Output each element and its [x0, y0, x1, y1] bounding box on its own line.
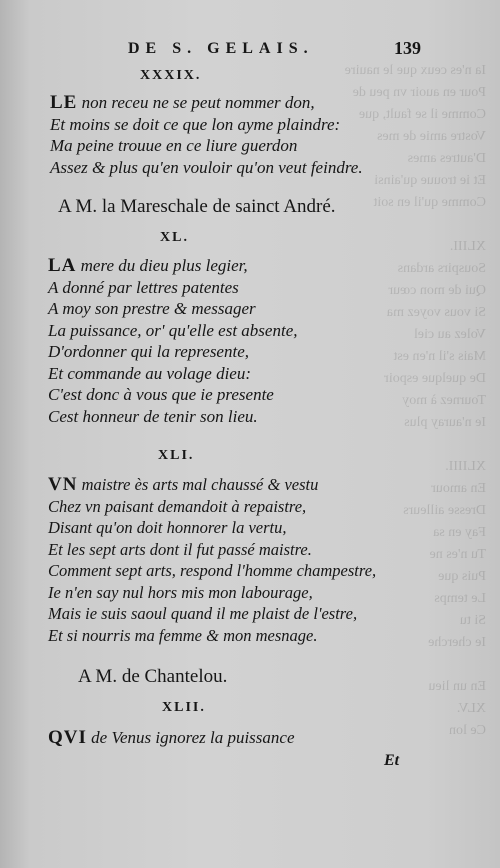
- verse-line: Comment sept arts, respond l'homme champestre,: [48, 561, 377, 580]
- verse-line: QVI de Venus ignorez la puissance: [48, 727, 295, 748]
- verse-line: Disant qu'on doit honnorer la vertu,: [48, 518, 287, 537]
- verse-line: A moy son prestre & messager: [48, 299, 256, 318]
- verse-line: LE non receu ne se peut nommer don,: [50, 92, 315, 113]
- verse-line: Et si nourris ma femme & mon mesnage.: [48, 625, 318, 645]
- show-through-text: Ia n'es ceux que le nauire Pour en auoir vn peu de Comme il se fault, que Vostre amie de mes D'autres ames Et ie trouue qu'ainsi Comme qu'il en soit XLIII. Souspirs ardans Qui de mon cœur Si vous voyez ma Volez au ciel Mais s'il n'en est De quelque espoir Tournez à moy Ie n'auray plus XLIIII. En amour Dresse ailleurs Fay en sa Tu n'es ne Puis que Le temps Si tu Ie cherche En un lieu XLV. Ce lon: [344, 63, 486, 738]
- epigram-verse: [48, 255, 298, 427]
- epigram-verse: [50, 92, 363, 178]
- verse-line: Cest honneur de tenir son lieu.: [48, 406, 258, 426]
- verse-line: Et moins se doit ce que lon ayme plaindre:: [50, 114, 341, 134]
- verse-line: Ie n'en say nul hors mis mon labourage,: [48, 582, 313, 602]
- verse-line: Mais ie suis saoul quand il me plaist de l'estre,: [48, 604, 358, 623]
- epigram-number: XLII.: [162, 700, 206, 715]
- dedication-heading: A M. la Mareschale de sainct André.: [58, 196, 336, 217]
- verse-line: Et commande au volage dieu:: [48, 363, 251, 383]
- dropcap: LA: [48, 255, 77, 276]
- verse-line: D'ordonner qui la represente,: [48, 342, 249, 361]
- verse-line: VN maistre ès arts mal chaussé & vestu: [48, 474, 319, 495]
- page-number: 139: [394, 38, 421, 58]
- page-header: [0, 40, 500, 64]
- epigram-number: XLI.: [158, 448, 195, 463]
- catchword: Et: [384, 752, 400, 769]
- verse-line: C'est donc à vous que ie presente: [48, 385, 274, 404]
- verse-line: LA mere du dieu plus legier,: [48, 255, 248, 276]
- dropcap: LE: [50, 92, 78, 113]
- verse-line: Assez & plus qu'en vouloir qu'on veut feindre.: [50, 157, 363, 177]
- running-head: DE S. GELAIS.: [128, 40, 314, 57]
- dedication-heading: A M. de Chantelou.: [78, 666, 228, 687]
- verse-line: Ma peine trouue en ce liure guerdon: [50, 136, 298, 155]
- epigram-verse: [48, 727, 295, 749]
- verse-line: Chez vn paisant demandoit à repaistre,: [48, 496, 307, 516]
- verse-line: Et les sept arts dont il fut passé maistre.: [48, 539, 312, 559]
- dropcap: QVI: [48, 727, 87, 748]
- epigram-verse: [48, 474, 376, 646]
- epigram-number: XXXIX.: [140, 68, 202, 83]
- verse-line: La puissance, or' qu'elle est absente,: [48, 320, 298, 340]
- epigram-number: XL.: [160, 230, 189, 245]
- dropcap: VN: [48, 474, 78, 495]
- verse-line: A donné par lettres patentes: [48, 277, 239, 297]
